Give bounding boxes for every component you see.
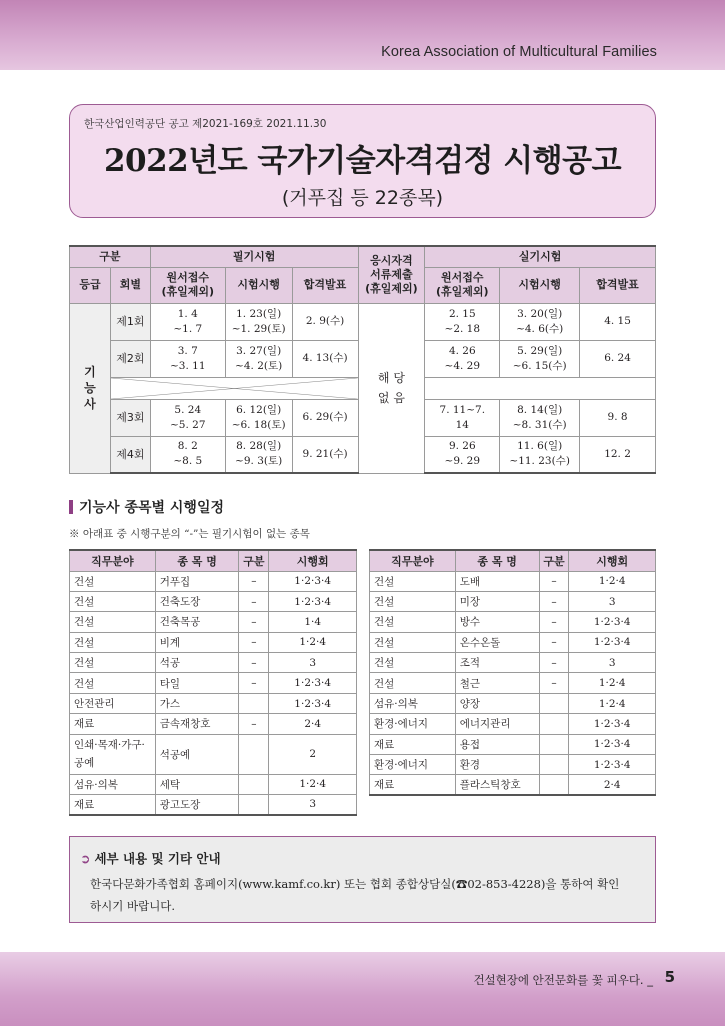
date-line: 2. 15 [448,307,476,320]
field-cell: 재료 [70,714,156,734]
table-row [370,571,656,591]
type-cell: – [539,632,569,652]
date-line: ~1. 29(토) [231,322,286,335]
date-line: 1. 23(일) [236,307,282,320]
date-line: 1. 4 [177,307,198,320]
name-cell: 에너지관리 [455,714,539,734]
type-cell: – [239,571,269,591]
header-practical: 실기시험 [425,246,656,267]
written-exam [225,436,292,473]
date-line: 3. 27(일) [236,344,282,357]
practical-exam [500,436,580,473]
items-table-right [369,549,656,796]
date-line: 14 [455,418,469,431]
name-cell: 세탁 [155,774,239,794]
footer-band [0,952,725,1026]
header-p-apply [425,267,500,303]
header-rounds: 시행회 [569,550,656,571]
schedule-row [70,303,656,340]
header-type: 구분 [239,550,269,571]
date-line: 3. 7 [177,344,198,357]
rounds-cell: 1·2·3·4 [269,591,357,611]
date-line: 8. 2 [177,440,198,453]
rounds-cell: 2·4 [269,714,357,734]
header-w-apply-l1: 원서접수 [166,271,210,284]
type-cell [539,734,569,754]
exam-schedule-table [69,245,656,474]
docs-value-l1: 해 당 [377,371,405,385]
type-cell: – [539,653,569,673]
field-cell: 안전관리 [70,693,156,713]
arrow-circle-icon: ➲ [80,851,91,866]
round-label: 제3회 [110,399,150,436]
name-cell: 건축도장 [155,591,239,611]
footer-slogan: 건설현장에 안전문화를 꽃 피우다. _ [473,973,653,987]
field-cell: 환경·에너지 [370,755,456,775]
date-line: 7. 11~7. [439,403,486,416]
grade-cell [70,303,111,473]
field-cell: 건설 [70,591,156,611]
date-line: 5. 29(일) [517,344,563,357]
rounds-cell: 1·2·3·4 [269,673,357,693]
name-cell: 석공 [155,653,239,673]
date-line: 9. 26 [448,440,476,453]
date-line: ~4. 6(수) [516,322,564,335]
page-number: 5 [664,968,675,986]
field-cell: 섬유·의복 [370,693,456,713]
heading-bar-icon [69,500,73,514]
written-exam [225,303,292,340]
table-row [70,795,357,815]
type-cell [239,774,269,794]
written-apply [150,399,225,436]
docs-value-l2: 없 음 [377,391,405,405]
round-label: 제1회 [110,303,150,340]
date-line: 11. 6(일) [517,440,563,453]
table-row [70,734,357,774]
table-row [70,774,357,794]
rounds-cell: 2 [269,734,357,774]
header-name: 종 목 명 [155,550,239,571]
written-result: 9. 21(수) [292,436,358,473]
table-row [370,591,656,611]
header-w-result: 합격발표 [292,267,358,303]
section-note: ※ 아래표 중 시행구분의 “-”는 필기시험이 없는 종목 [69,528,310,540]
table-row [370,734,656,754]
field-cell: 건설 [370,612,456,632]
field-cell: 재료 [370,775,456,795]
info-body-line: 하시기 바랍니다. [90,899,176,913]
info-title [80,849,221,867]
table-row [70,571,357,591]
date-line: ~6. 15(수) [512,359,567,372]
date-line: ~9. 29 [444,455,481,468]
table-row [370,775,656,795]
name-cell: 미장 [455,591,539,611]
table-row [70,632,357,652]
practical-apply [425,436,500,473]
date-line: 8. 14(일) [517,403,563,416]
type-cell [239,734,269,774]
header-docs-l1: 응시자격 [370,253,413,267]
crossed-out-cell [110,377,358,399]
practical-result: 12. 2 [580,436,656,473]
header-name: 종 목 명 [455,550,539,571]
info-body [90,873,650,917]
table-row [370,612,656,632]
rounds-cell: 1·2·4 [269,774,357,794]
rounds-cell: 1·2·4 [569,571,656,591]
table-row [70,693,357,713]
written-result: 2. 9(수) [292,303,358,340]
field-cell: 건설 [370,632,456,652]
field-cell: 건설 [70,653,156,673]
info-title-text: 세부 내용 및 기타 안내 [94,851,221,866]
rounds-cell: 1·2·3·4 [269,571,357,591]
section-heading-text: 기능사 종목별 시행일정 [79,500,224,516]
date-line: ~5. 27 [170,418,206,431]
date-line: 4. 26 [448,344,476,357]
table-row [370,693,656,713]
table-row [370,653,656,673]
page-title: 2022년도 국가기술자격검정 시행공고 [103,143,622,179]
practical-apply [425,340,500,377]
header-band [0,0,725,70]
practical-exam [500,399,580,436]
page-subtitle: (거푸집 등 22종목) [281,187,444,209]
type-cell: – [539,571,569,591]
header-docs-l2: 서류제출 [370,267,413,281]
header-p-exam: 시험시행 [500,267,580,303]
rounds-cell: 1·2·4 [569,673,656,693]
docs-cell [358,303,425,473]
name-cell: 방수 [455,612,539,632]
rounds-cell: 3 [569,653,656,673]
rounds-cell: 1·2·4 [569,693,656,713]
grade-char: 기 [84,365,96,379]
table-row [70,673,357,693]
name-cell: 온수온돌 [455,632,539,652]
name-cell: 거푸집 [155,571,239,591]
blank-cell [425,377,656,399]
table-row [370,755,656,775]
header-grade: 등급 [70,267,111,303]
header-field: 직무분야 [70,550,156,571]
name-cell: 가스 [155,693,239,713]
name-cell: 석공예 [155,734,239,774]
header-w-apply-l2: (휴일제외) [161,285,215,298]
round-label: 제4회 [110,436,150,473]
written-apply [150,340,225,377]
date-line: ~2. 18 [444,322,481,335]
table-row [70,612,357,632]
written-exam [225,340,292,377]
type-cell: – [239,612,269,632]
header-group: 구분 [70,246,151,267]
name-cell: 도배 [455,571,539,591]
practical-apply [425,303,500,340]
type-cell: – [539,591,569,611]
table-row [370,714,656,734]
rounds-cell: 1·4 [269,612,357,632]
name-cell: 광고도장 [155,795,239,815]
field-cell: 건설 [70,571,156,591]
section-heading [69,497,224,517]
field-cell: 건설 [70,632,156,652]
name-cell: 비계 [155,632,239,652]
practical-result: 4. 15 [580,303,656,340]
date-line: 8. 28(일) [236,440,282,453]
written-apply [150,303,225,340]
field-cell: 건설 [70,612,156,632]
rounds-cell: 3 [269,795,357,815]
rounds-cell: 1·2·4 [269,632,357,652]
field-cell: 섬유·의복 [70,774,156,794]
type-cell: – [539,612,569,632]
date-line: 6. 12(일) [236,403,282,416]
name-cell: 양장 [455,693,539,713]
written-apply [150,436,225,473]
field-cell: 건설 [70,673,156,693]
header-written: 필기시험 [150,246,358,267]
name-cell: 철근 [455,673,539,693]
name-cell: 플라스틱창호 [455,775,539,795]
header-w-exam: 시험시행 [225,267,292,303]
rounds-cell: 1·2·3·4 [569,734,656,754]
table-row [370,632,656,652]
header-p-result: 합격발표 [580,267,656,303]
date-line: 3. 20(일) [517,307,563,320]
table-row [70,653,357,673]
rounds-cell: 1·2·3·4 [569,714,656,734]
date-line: ~3. 11 [170,359,206,372]
rounds-cell: 1·2·3·4 [569,612,656,632]
header-docs-l3: (휴일제외) [365,281,418,295]
notice-reference: 한국산업인력공단 공고 제2021-169호 2021.11.30 [84,118,327,130]
type-cell: – [239,591,269,611]
practical-result: 9. 8 [580,399,656,436]
type-cell [539,714,569,734]
type-cell [539,693,569,713]
header-org-name: Korea Association of Multicultural Families [381,44,657,60]
written-result: 6. 29(수) [292,399,358,436]
field-cell: 환경·에너지 [370,714,456,734]
practical-result: 6. 24 [580,340,656,377]
field-cell: 건설 [370,673,456,693]
practical-exam [500,303,580,340]
items-table-left [69,549,357,816]
field-cell: 건설 [370,591,456,611]
info-body-line: 한국다문화가족협회 홈페이지(www.kamf.co.kr) 또는 협회 종합상담실(☎02-853-4228)을 통하여 확인 [90,877,620,891]
practical-exam [500,340,580,377]
header-type: 구분 [539,550,569,571]
date-line: ~1. 7 [173,322,203,335]
written-result: 4. 13(수) [292,340,358,377]
name-cell: 조적 [455,653,539,673]
rounds-cell: 2·4 [569,775,656,795]
type-cell [539,755,569,775]
type-cell: – [239,714,269,734]
type-cell [539,775,569,795]
header-field: 직무분야 [370,550,456,571]
date-line: ~4. 29 [444,359,481,372]
grade-char: 능 [84,381,96,395]
name-cell: 금속재창호 [155,714,239,734]
rounds-cell: 3 [269,653,357,673]
name-cell: 환경 [455,755,539,775]
header-w-apply [150,267,225,303]
date-line: 5. 24 [174,403,202,416]
field-cell: 재료 [370,734,456,754]
field-cell: 인쇄·목재·가구·공예 [70,734,156,774]
header-rounds: 시행회 [269,550,357,571]
type-cell: – [239,653,269,673]
name-cell: 타일 [155,673,239,693]
rounds-cell: 1·2·3·4 [569,755,656,775]
rounds-cell: 1·2·3·4 [269,693,357,713]
type-cell: – [539,673,569,693]
rounds-cell: 1·2·3·4 [569,632,656,652]
date-line: ~8. 31(수) [512,418,567,431]
grade-char: 사 [84,397,96,411]
header-docs [358,246,425,303]
table-row [70,714,357,734]
notice-title-box [69,104,656,218]
type-cell: – [239,632,269,652]
info-box [69,836,656,923]
cross-mark [111,378,358,399]
field-cell: 건설 [370,571,456,591]
table-row [370,673,656,693]
header-p-apply-l1: 원서접수 [441,271,484,284]
date-line: ~4. 2(토) [235,359,283,372]
header-p-apply-l2: (휴일제외) [436,285,489,298]
type-cell [239,693,269,713]
written-exam [225,399,292,436]
header-round: 회별 [110,267,150,303]
type-cell: – [239,673,269,693]
field-cell: 재료 [70,795,156,815]
field-cell: 건설 [370,653,456,673]
date-line: ~11. 23(수) [509,455,570,468]
name-cell: 건축목공 [155,612,239,632]
type-cell [239,795,269,815]
date-line: ~9. 3(토) [235,455,283,468]
name-cell: 용접 [455,734,539,754]
practical-apply [425,399,500,436]
table-row [70,591,357,611]
date-line: ~6. 18(토) [231,418,286,431]
round-label: 제2회 [110,340,150,377]
rounds-cell: 3 [569,591,656,611]
date-line: ~8. 5 [173,455,203,468]
